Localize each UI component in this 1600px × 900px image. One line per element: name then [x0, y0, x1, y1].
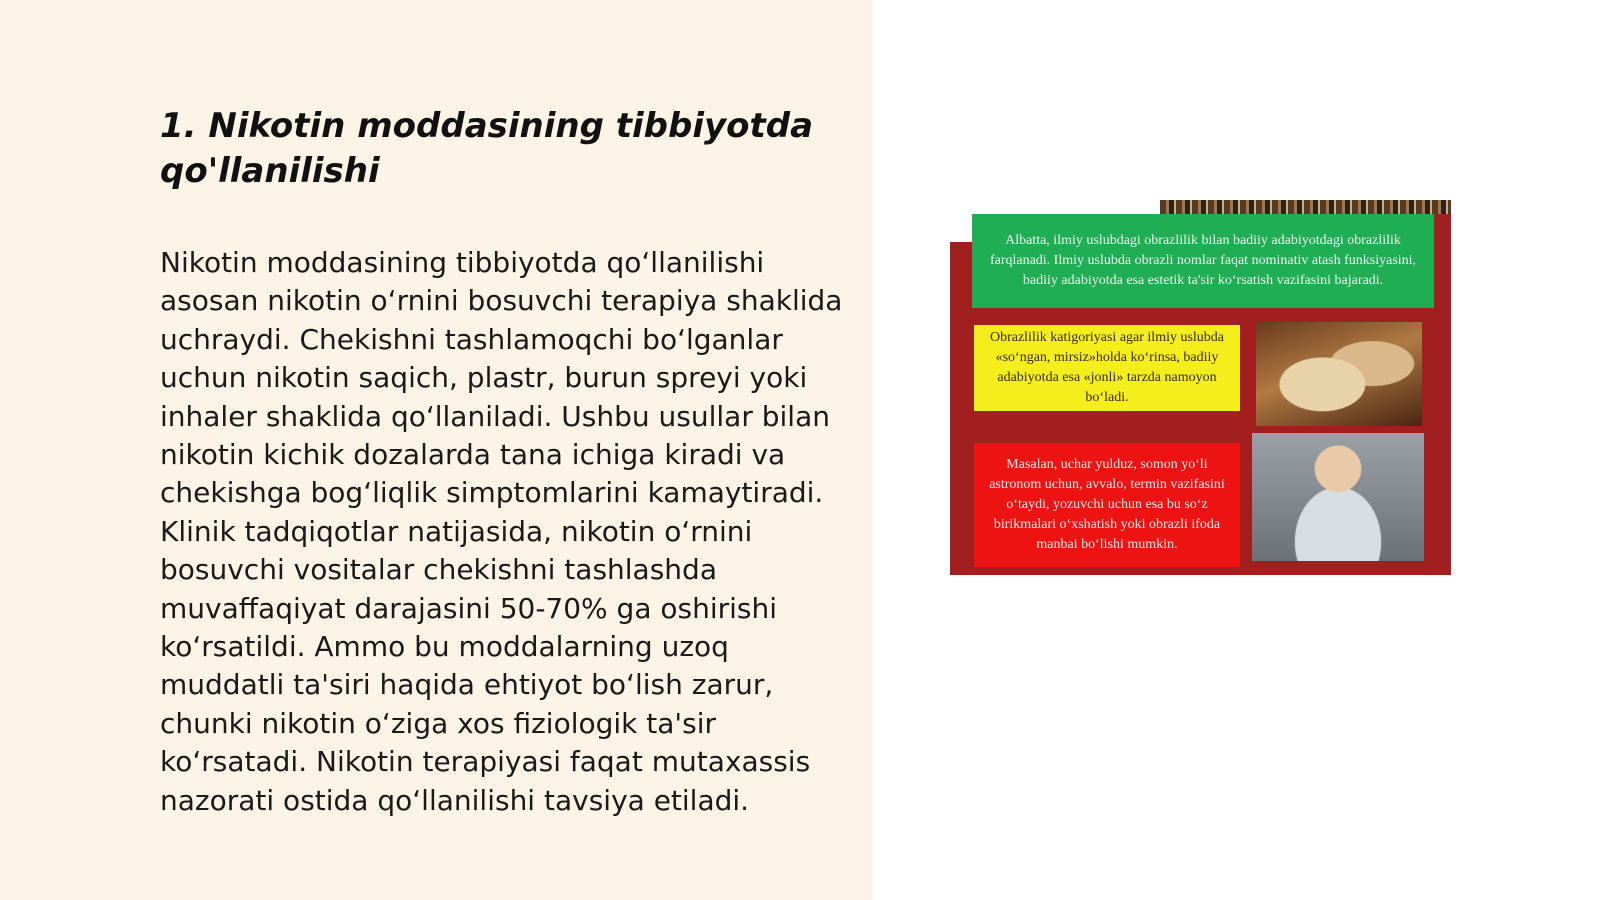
green-text-box: Albatta, ilmiy uslubdagi obrazlilik bilan badiiy adabiyotdagi obrazlilik farqlanadi. Ilmiy uslubda obrazli nomlar faqat nominativ atash funksiyasini, badiiy adabiyotda esa estetik ta'sir ko‘rsatish vazifasini bajaradi.	[972, 214, 1434, 308]
embedded-slide-image	[950, 200, 1451, 575]
yellow-text-box: Obrazlilik katigoriyasi agar ilmiy uslubda «so‘ngan, mirsiz»holda ko‘rinsa, badiiy adabiyotda esa «jonli» tarzda namoyon bo‘ladi.	[974, 325, 1240, 411]
slide-body-text: Nikotin moddasining tibbiyotda qo‘llanilishi asosan nikotin o‘rnini bosuvchi terapiya shaklida uchraydi. Chekishni tashlamoqchi bo‘lganlar uchun nikotin saqich, plastr, burun spreyi yoki inhaler shaklida qo‘llaniladi. Ushbu usullar bilan nikotin kichik dozalarda tana ichiga kiradi va chekishga bog‘liqlik simptomlarini kamaytiradi. Klinik tadqiqotlar natijasida, nikotin o‘rnini bosuvchi vositalar chekishni tashlashda muvaffaqiyat darajasini 50-70% ga oshirishi ko‘rsatildi. Ammo bu moddalarning uzoq muddatli ta'siri haqida ehtiyot bo‘lish zarur, chunki nikotin o‘ziga xos fiziologik ta'sir ko‘rsatadi. Nikotin terapiyasi faqat mutaxassis nazorati ostida qo‘llanilishi tavsiya etiladi.	[160, 246, 843, 817]
red-text-box: Masalan, uchar yulduz, somon yo‘li astronom uchun, avvalo, termin vazifasini o‘taydi, yozuvchi uchun esa bu so‘z birikmalari o‘xshatish yoki obrazli ifoda manbai bo‘lishi mumkin.	[974, 443, 1240, 567]
bookshelf-strip	[1160, 200, 1451, 214]
books-photo	[1256, 322, 1422, 426]
slide-title: 1. Nikotin moddasining tibbiyotda qo'llanilishi	[160, 106, 814, 191]
writer-photo	[1252, 433, 1424, 561]
